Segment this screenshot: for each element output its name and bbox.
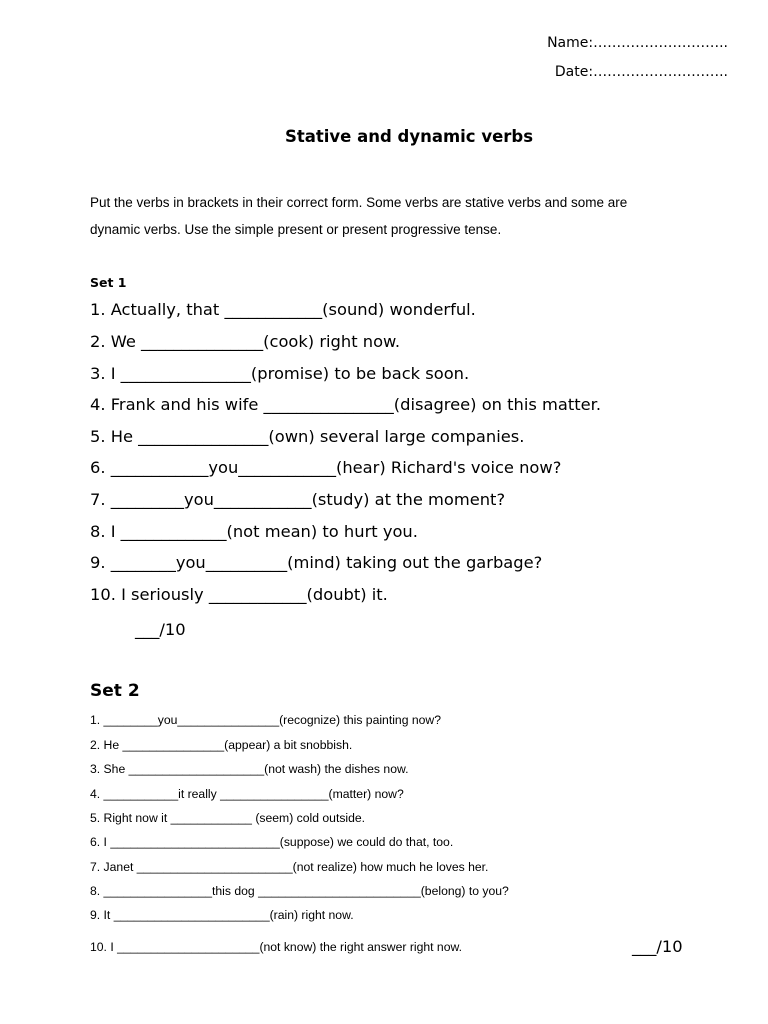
set2-item: 6. I _________________________(suppose) we could do that, too. (90, 835, 454, 849)
set2-item: 3. She ____________________(not wash) the dishes now. (90, 762, 409, 776)
set2-score: ___/10 (632, 937, 683, 956)
set2-item: 8. ________________this dog ________________________(belong) to you? (90, 884, 509, 898)
page-title: Stative and dynamic verbs (284, 127, 534, 146)
set1-item: 6. ____________you____________(hear) Richard's voice now? (90, 458, 562, 477)
set1-item: 1. Actually, that ____________(sound) wonderful. (90, 300, 476, 319)
set1-item: 10. I seriously ____________(doubt) it. (90, 585, 388, 604)
set1-item: 8. I _____________(not mean) to hurt you. (90, 522, 418, 541)
set1-heading: Set 1 (90, 275, 127, 290)
set2-heading: Set 2 (90, 681, 140, 701)
set1-item: 3. I ________________(promise) to be back soon. (90, 364, 470, 383)
set1-item: 7. _________you____________(study) at the moment? (90, 490, 506, 509)
set1-item: 4. Frank and his wife ________________(disagree) on this matter. (90, 395, 602, 414)
set2-item: 1. ________you_______________(recognize) this painting now? (90, 713, 442, 727)
set2-item: 10. I _____________________(not know) the right answer right now. (90, 940, 462, 954)
set1-score: ___/10 (135, 620, 186, 639)
set1-item: 2. We _______________(cook) right now. (90, 332, 401, 351)
instructions-line-2: dynamic verbs. Use the simple present or present progressive tense. (90, 222, 502, 237)
set1-item: 5. He ________________(own) several large companies. (90, 427, 525, 446)
set2-item: 7. Janet _______________________(not realize) how much he loves her. (90, 860, 489, 874)
set2-item: 4. ___________it really ________________(matter) now? (90, 787, 404, 801)
set2-item: 2. He _______________(appear) a bit snobbish. (90, 738, 353, 752)
set2-item: 9. It _______________________(rain) right now. (90, 908, 354, 922)
set2-item: 5. Right now it ____________ (seem) cold outside. (90, 811, 366, 825)
name-field-line: Name:……………………….. (547, 35, 728, 51)
date-field-line: Date:……………………….. (554, 64, 728, 80)
instructions-line-1: Put the verbs in brackets in their correct form. Some verbs are stative verbs and some are (90, 195, 628, 210)
set1-item: 9. ________you__________(mind) taking out the garbage? (90, 553, 543, 572)
